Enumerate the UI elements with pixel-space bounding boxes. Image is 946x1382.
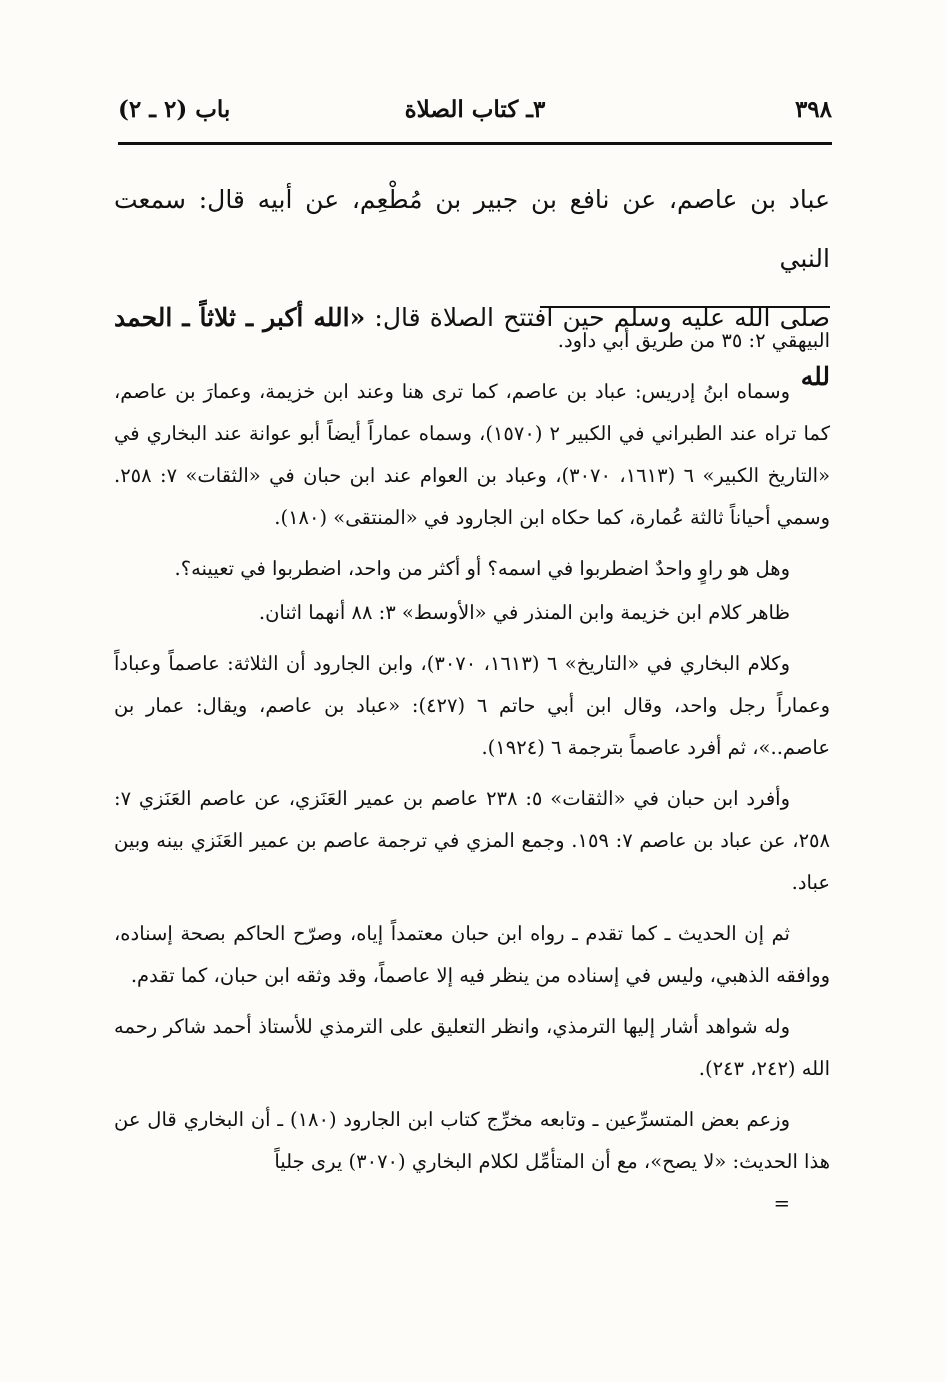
main-line-1: عباد بن عاصم، عن نافع بن جبير بن مُطْعِم، عن أبيه قال: سمعت النبي xyxy=(114,185,830,273)
footnote-paragraph-2: وسماه ابنُ إدريس: عباد بن عاصم، كما ترى هنا وعند ابن خزيمة، وعمارَ بن عاصم، كما تراه عند الطبراني في الكبير ٢ (١٥٧٠)، وسماه عماراً أيضاً أبو عوانة عند البخاري في «التاريخ الكبير» ٦ (١٦١٣، ٣٠٧٠)، وعباد بن العوام عند ابن حبان في «الثقات» ٧: ٢٥٨. وسمي أحياناً ثالثة عُمارة، كما حكاه ابن الجارود في «المنتقى» (١٨٠). xyxy=(114,380,830,529)
main-line-2-quote: «الله أكبر ـ ثلاثاً ـ الحمد لله xyxy=(114,303,830,391)
footnotes xyxy=(114,320,830,1234)
footnote-paragraph-5: وكلام البخاري في «التاريخ» ٦ (١٦١٣، ٣٠٧٠)، وابن الجارود أن الثلاثة: عاصماً وعباداً وعماراً رجل واحد، وقال ابن أبي حاتم ٦ (٤٢٧): «عباد بن عاصم، ويقال: عمار بن عاصم..»، ثم أفرد عاصماً بترجمة ٦ (١٩٢٤). xyxy=(114,652,831,759)
footnote-paragraph-1: البيهقي ٢: ٣٥ من طريق أبي داود. xyxy=(557,329,830,352)
chapter-title: ٣ـ كتاب الصلاة xyxy=(404,96,546,123)
footnote-paragraph-9-text: وزعم بعض المتسرِّعين ـ وتابعه مخرِّج كتاب ابن الجارود (١٨٠) ـ أن البخاري قال عن هذا الحديث: «لا يصح»، مع أن المتأمِّل لكلام البخاري (٣٠٧٠) يرى جلياً xyxy=(114,1108,830,1173)
footnote-paragraph-9 xyxy=(114,1099,830,1225)
footnote-paragraph-3: وهل هو راوٍ واحدٌ اضطربوا في اسمه؟ أو أكثر من واحد، اضطربوا في تعيينه؟. xyxy=(174,557,790,580)
main-line-2-text: صلى الله عليه وسلم حين افتتح الصلاة قال: xyxy=(365,303,830,332)
page-number: ٣٩٨ xyxy=(794,96,832,123)
footnote-paragraph-6: وأفرد ابن حبان في «الثقات» ٥: ٢٣٨ عاصم بن عمير العَنَزي، عن عاصم العَنَزي ٧: ٢٥٨، عن عباد بن عاصم ٧: ١٥٩. وجمع المزي في ترجمة عاصم بن عمير العَنَزي بينه وبين عباد. xyxy=(114,787,830,894)
footnote-separator xyxy=(540,306,830,308)
running-header xyxy=(118,92,832,136)
continuation-mark: = xyxy=(773,1192,790,1215)
section-label: باب (٢ ـ ٢) xyxy=(118,96,231,123)
header-rule xyxy=(118,142,832,145)
footnote-paragraph-8: وله شواهد أشار إليها الترمذي، وانظر التعليق على الترمذي للأستاذ أحمد شاكر رحمه الله (٢٤٢، ٢٤٣). xyxy=(114,1015,830,1080)
footnote-paragraph-7: ثم إن الحديث ـ كما تقدم ـ رواه ابن حبان معتمداً إياه، وصرّح الحاكم بصحة إسناده، ووافقه الذهبي، وليس في إسناده من ينظر فيه إلا عاصماً، وقد وثقه ابن حبان، كما تقدم. xyxy=(114,922,830,987)
footnote-paragraph-4: ظاهر كلام ابن خزيمة وابن المنذر في «الأوسط» ٣: ٨٨ أنهما اثنان. xyxy=(258,601,790,624)
